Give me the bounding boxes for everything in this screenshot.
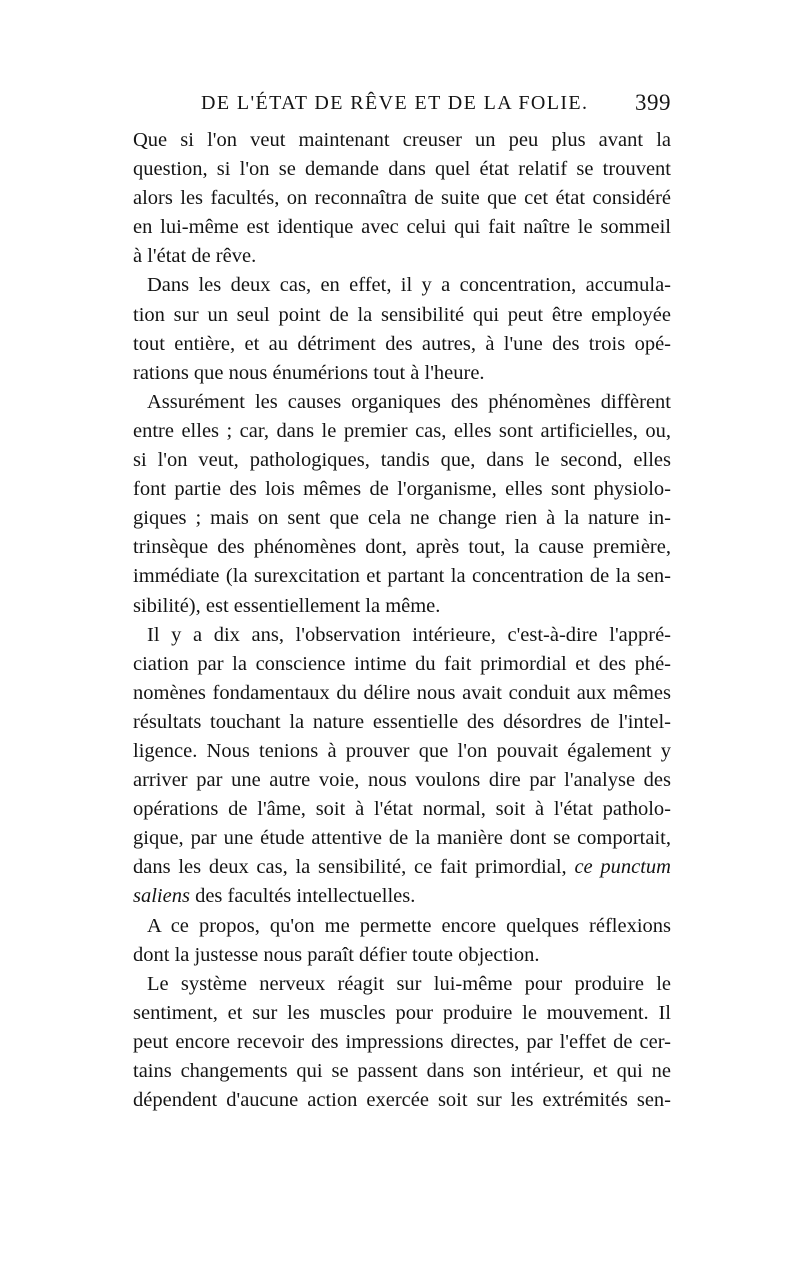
text-line-mixed: [133, 853, 671, 882]
text-line: Il y a dix ans, l'observation intérieure, c'est-à-dire l'appré-: [147, 623, 671, 646]
running-title: DE L'ÉTAT DE RÊVE ET DE LA FOLIE.: [201, 92, 589, 114]
text-line: A ce propos, qu'on me permette encore quelques réflexions: [147, 914, 671, 937]
text-line: sentiment, et sur les muscles pour produire le mouvement. Il: [133, 1001, 671, 1024]
text-line: rations que nous énumérions tout à l'heure.: [133, 361, 485, 384]
text-line: si l'on veut, pathologiques, tandis que, dans le second, elles: [133, 449, 671, 472]
text-segment: dans les deux cas, la sensibilité, ce fait primordial,: [133, 856, 567, 879]
text-line: immédiate (la surexcitation et partant la concentration de la sen-: [133, 565, 671, 588]
text-line: tout entière, et au détriment des autres, à l'une des trois opé-: [133, 332, 671, 355]
text-line: sibilité), est essentiellement la même.: [133, 594, 441, 617]
text-line: dépendent d'aucune action exercée soit sur les extrémités sen-: [133, 1089, 671, 1112]
text-line: à l'état de rêve.: [133, 245, 257, 268]
text-line: ligence. Nous tenions à prouver que l'on pouvait également y: [133, 739, 671, 762]
text-line: Que si l'on veut maintenant creuser un peu plus avant la: [133, 129, 671, 151]
text-line: opérations de l'âme, soit à l'état normal, soit à l'état patholo-: [133, 798, 671, 821]
latin-phrase: punctum: [600, 856, 671, 879]
text-line: alors les facultés, on reconnaîtra de suite que cet état considéré: [133, 187, 671, 210]
text-line: Le système nerveux réagit sur lui-même pour produire le: [147, 972, 671, 995]
body-text: [133, 126, 671, 1115]
text-line: question, si l'on se demande dans quel état relatif se trouvent: [133, 158, 671, 181]
latin-phrase: saliens: [133, 885, 190, 908]
text-line: trinsèque des phénomènes dont, après tout, la cause première,: [133, 536, 671, 559]
italic-word: ce: [574, 856, 593, 879]
page-number: 399: [635, 90, 671, 115]
running-head: [201, 92, 671, 122]
text-line-mixed: [133, 882, 671, 911]
text-line: tion sur un seul point de la sensibilité qui peut être employée: [133, 303, 671, 326]
text-line: giques ; mais on sent que cela ne change rien à la nature in-: [133, 507, 671, 530]
text-line: résultats touchant la nature essentielle des désordres de l'intel-: [133, 710, 671, 733]
text-line: dont la justesse nous paraît défier toute objection.: [133, 943, 540, 966]
text-segment: des facultés intellectuelles.: [195, 885, 416, 908]
text-line: Assurément les causes organiques des phénomènes diffèrent: [147, 390, 671, 413]
text-line: tains changements qui se passent dans son intérieur, et qui ne: [133, 1060, 671, 1082]
text-line: nomènes fondamentaux du délire nous avait conduit aux mêmes: [133, 681, 671, 704]
text-line: arriver par une autre voie, nous voulons dire par l'analyse des: [133, 769, 671, 792]
text-line: gique, par une étude attentive de la manière dont se comportait,: [133, 827, 671, 850]
text-line: ciation par la conscience intime du fait primordial et des phé-: [133, 652, 671, 675]
text-line: font partie des lois mêmes de l'organisme, elles sont physiolo-: [133, 478, 671, 501]
text-line: entre elles ; car, dans le premier cas, elles sont artificielles, ou,: [133, 419, 671, 442]
text-line: Dans les deux cas, en effet, il y a concentration, accumula-: [147, 274, 671, 297]
text-line: en lui-même est identique avec celui qui fait naître le sommeil: [133, 216, 671, 239]
text-line: peut encore recevoir des impressions directes, par l'effet de cer-: [133, 1030, 671, 1053]
